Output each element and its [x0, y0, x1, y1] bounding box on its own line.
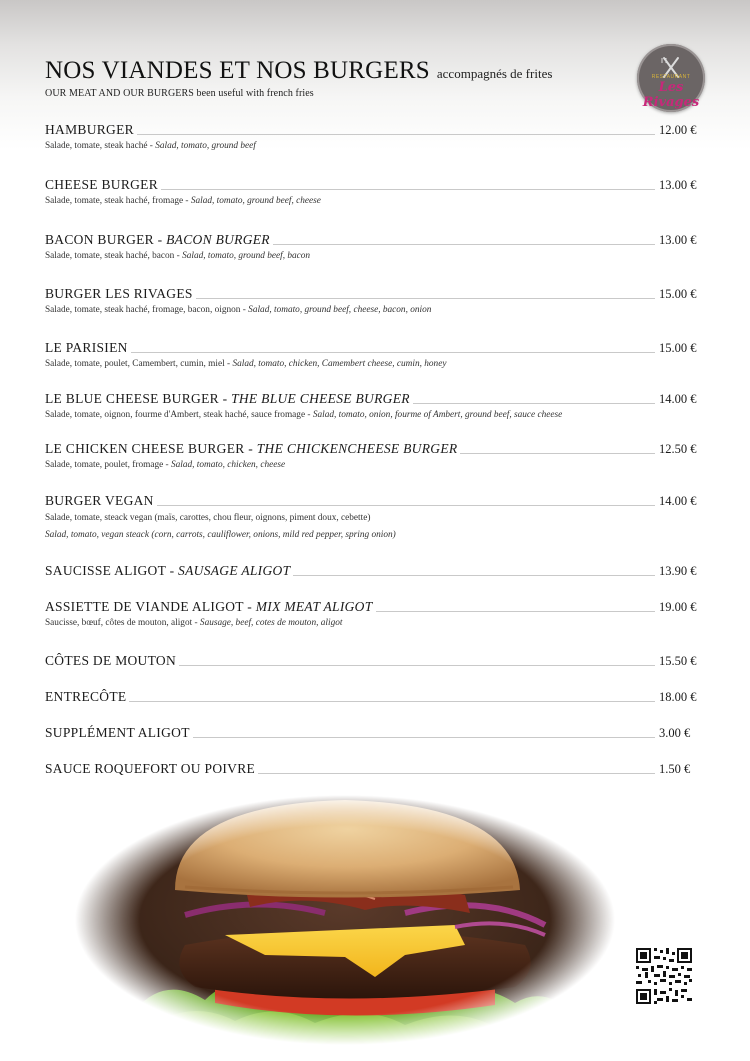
item-description-en: Salad, tomato, vegan steack (corn, carrots, cauliflower, onions, mild red pepper, spring onion) [45, 530, 396, 540]
item-description: Salade, tomate, steack vegan (maïs, carottes, chou fleur, oignons, piment doux, cebette) [45, 513, 371, 523]
item-price: 13.00 € [659, 178, 697, 192]
leader-line [413, 403, 655, 404]
leader-line [258, 773, 655, 774]
item-price: 3.00 € [659, 726, 691, 740]
item-price: 14.00 € [659, 392, 697, 406]
leader-line [129, 701, 655, 702]
title-row [45, 57, 605, 85]
menu-item-hamburger [45, 121, 705, 151]
item-name: LE CHICKEN CHEESE BURGER - THE CHICKENCHEESE BURGER [45, 441, 458, 456]
page-subtitle: OUR MEAT AND OUR BURGERS been useful with french fries [45, 88, 314, 99]
logo-small-text: RESTAURANT [651, 74, 691, 80]
item-price: 18.00 € [659, 690, 697, 704]
leader-line [161, 189, 655, 190]
item-name: ENTRECÔTE [45, 689, 127, 704]
leader-line [196, 298, 655, 299]
item-description: Salade, tomate, steak haché, fromage - Salad, tomato, ground beef, cheese [45, 196, 321, 206]
item-name: CÔTES DE MOUTON [45, 653, 177, 668]
leader-line [273, 244, 655, 245]
item-price: 14.00 € [659, 494, 697, 508]
item-description: Salade, tomate, poulet, Camembert, cumin, miel - Salad, tomato, chicken, Camembert cheese, cumin, honey [45, 359, 447, 369]
burger-photo [75, 795, 615, 1045]
item-price: 15.50 € [659, 654, 697, 668]
item-price: 12.00 € [659, 123, 697, 137]
qr-code-icon [636, 948, 692, 1004]
item-name: LE BLUE CHEESE BURGER - THE BLUE CHEESE BURGER [45, 391, 410, 406]
leader-line [293, 575, 655, 576]
leader-line [460, 453, 655, 454]
item-description: Salade, tomate, steak haché - Salad, tomato, ground beef [45, 141, 256, 151]
item-price: 1.50 € [659, 762, 691, 776]
menu-item-cotes-de-mouton [45, 652, 705, 669]
leader-line [376, 611, 655, 612]
item-price: 13.90 € [659, 564, 697, 578]
item-price: 13.00 € [659, 233, 697, 247]
item-name: ASSIETTE DE VIANDE ALIGOT - MIX MEAT ALIGOT [45, 599, 373, 614]
item-name: SAUCE ROQUEFORT OU POIVRE [45, 761, 256, 776]
menu-item-saucisse-aligot [45, 562, 705, 579]
restaurant-logo [637, 44, 705, 112]
menu-item-bacon-burger [45, 231, 705, 261]
item-name: LE PARISIEN [45, 340, 128, 355]
item-price: 15.00 € [659, 341, 697, 355]
item-name: BURGER LES RIVAGES [45, 286, 193, 301]
menu-item-entrecote [45, 688, 705, 705]
logo-name: Les Rivages [642, 80, 700, 110]
menu-item-chicken-cheese-burger [45, 440, 705, 470]
leader-line [137, 134, 655, 135]
menu-item-cheese-burger [45, 176, 705, 206]
leader-line [131, 352, 655, 353]
item-name: SAUCISSE ALIGOT - SAUSAGE ALIGOT [45, 563, 291, 578]
leader-line [157, 505, 655, 506]
menu-item-burger-les-rivages [45, 285, 705, 315]
item-description: Salade, tomate, oignon, fourme d'Ambert, steak haché, sauce fromage - Salad, tomato, onion, fourme of Ambert, ground beef, sauce cheese [45, 410, 563, 420]
item-name: BACON BURGER - BACON BURGER [45, 232, 270, 247]
item-name: BURGER VEGAN [45, 493, 154, 508]
menu-item-sauce-roquefort-poivre [45, 760, 705, 777]
item-description: Salade, tomate, steak haché, fromage, bacon, oignon - Salad, tomato, ground beef, cheese, bacon, onion [45, 305, 432, 315]
menu-item-supplement-aligot [45, 724, 705, 741]
item-name: CHEESE BURGER [45, 177, 159, 192]
item-price: 15.00 € [659, 287, 697, 301]
menu-item-le-parisien [45, 339, 705, 369]
qr-code [636, 948, 692, 1004]
leader-line [193, 737, 655, 738]
menu-header [45, 57, 605, 99]
menu-item-burger-vegan [45, 492, 705, 540]
item-name: SUPPLÉMENT ALIGOT [45, 725, 190, 740]
item-description: Saucisse, bœuf, côtes de mouton, aligot - Sausage, beef, cotes de mouton, aligot [45, 618, 343, 628]
item-name: HAMBURGER [45, 122, 134, 137]
page-title-suffix: accompagnés de frites [436, 66, 553, 81]
item-price: 12.50 € [659, 442, 697, 456]
item-description: Salade, tomate, steak haché, bacon - Salad, tomato, ground beef, bacon [45, 251, 311, 261]
item-price: 19.00 € [659, 600, 697, 614]
page-title: NOS VIANDES ET NOS BURGERS [45, 57, 430, 84]
item-description: Salade, tomate, poulet, fromage - Salad, tomato, chicken, cheese [45, 460, 286, 470]
menu-item-assiette-viande-aligot [45, 598, 705, 628]
leader-line [179, 665, 655, 666]
burger-illustration [75, 795, 615, 1045]
menu-item-blue-cheese-burger [45, 390, 705, 420]
